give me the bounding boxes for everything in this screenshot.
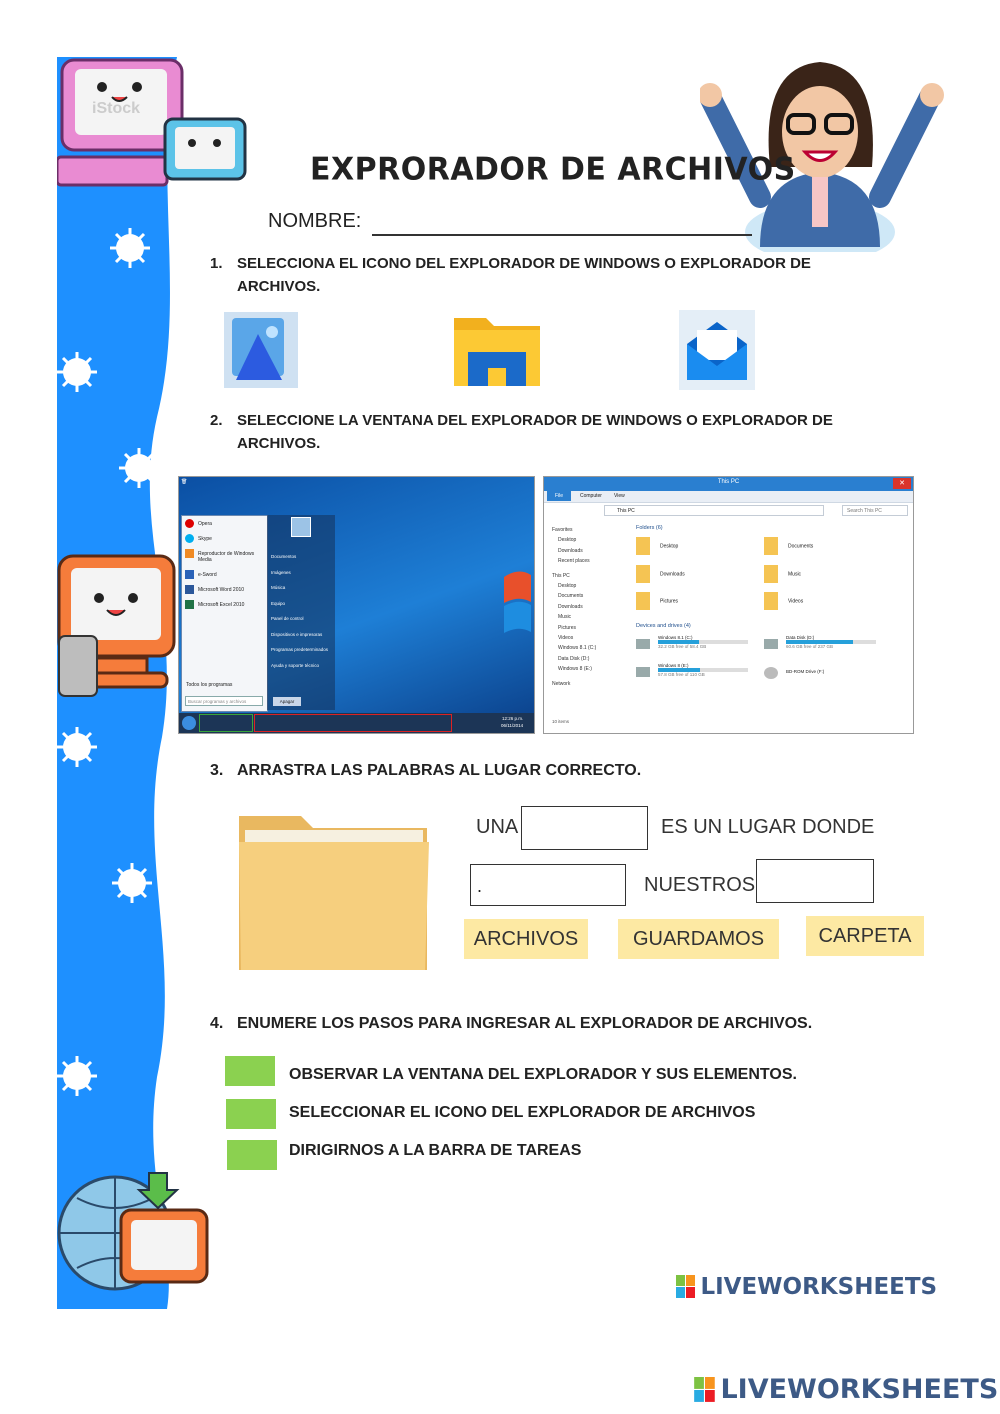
start-menu-item[interactable]: e-Sword — [182, 567, 267, 582]
file-explorer-icon-option[interactable] — [452, 312, 542, 390]
title-bar — [544, 477, 913, 491]
start-menu-left-pane — [181, 515, 268, 712]
mail-icon — [679, 310, 755, 390]
start-right-item[interactable]: Música — [271, 585, 286, 590]
folder-item[interactable]: Pictures — [636, 592, 678, 610]
nav-item[interactable]: Music — [558, 614, 572, 621]
cartoon-computers-icon — [57, 57, 252, 192]
question-3: 3. ARRASTRA LAS PALABRAS AL LUGAR CORRECTO. — [210, 762, 642, 779]
step-text-3: DIRIGIRNOS A LA BARRA DE TAREAS — [289, 1142, 582, 1159]
explorer-window-screenshot-option[interactable] — [543, 476, 914, 734]
nav-item[interactable]: Desktop — [558, 537, 577, 544]
start-search-input[interactable]: Buscar programas y archivos — [185, 696, 263, 706]
liveworksheets-logo-icon — [676, 1275, 696, 1299]
folder-item[interactable]: Documents — [764, 537, 813, 555]
answer-blank-3[interactable] — [756, 859, 874, 903]
folder-illustration-icon — [237, 812, 431, 972]
answer-blank-2[interactable]: . — [470, 864, 626, 906]
nav-item[interactable]: Videos — [558, 635, 574, 642]
question-1: 1. SELECCIONA EL ICONO DEL EXPLORADOR DE WINDOWS O EXPLORADOR DE ARCHIVOS. — [210, 255, 811, 295]
nav-item[interactable]: Favorites — [552, 527, 573, 533]
drive-item[interactable]: BD-ROM Drive (F:) — [764, 669, 824, 674]
cartoon-computer-orange-icon — [57, 548, 182, 703]
close-icon[interactable]: ✕ — [893, 478, 911, 489]
name-field[interactable] — [372, 234, 752, 236]
folder-item[interactable]: Music — [764, 565, 801, 583]
folder-item[interactable]: Downloads — [636, 565, 685, 583]
start-menu-item[interactable]: Reproductor de Windows Media — [182, 546, 267, 567]
user-avatar — [291, 517, 311, 537]
drive-item[interactable]: Data Disk (D:) 60.6 GB free of 237 GB — [764, 635, 876, 649]
nav-item[interactable]: Desktop — [558, 583, 577, 590]
taskbar — [179, 713, 534, 733]
step-text-2: SELECCIONAR EL ICONO DEL EXPLORADOR DE ARCHIVOS — [289, 1104, 756, 1121]
mail-icon-option[interactable] — [679, 310, 757, 388]
watermark: iStock — [92, 100, 141, 117]
word-archivos[interactable]: ARCHIVOS — [464, 919, 588, 959]
liveworksheets-logo-footer: LIVEWORKSHEETS — [694, 1374, 998, 1405]
liveworksheets-logo-icon — [694, 1377, 716, 1403]
file-explorer-icon — [452, 312, 542, 388]
nav-item[interactable]: Windows 8 (E:) — [558, 666, 592, 673]
start-menu-item[interactable]: Skype — [182, 531, 267, 546]
nav-item[interactable]: Downloads — [558, 547, 583, 554]
search-input[interactable]: Search This PC — [842, 505, 908, 516]
word-carpeta[interactable]: CARPETA — [806, 916, 924, 956]
word-guardamos[interactable]: GUARDAMOS — [618, 919, 779, 959]
navigation-pane — [552, 525, 622, 689]
address-bar[interactable]: This PC — [604, 505, 824, 516]
start-menu-item[interactable]: Microsoft Word 2010 — [182, 582, 267, 597]
start-right-item[interactable]: Panel de control — [271, 616, 304, 621]
tab-computer[interactable]: Computer — [580, 493, 602, 499]
nav-item[interactable]: Data Disk (D:) — [558, 655, 590, 662]
start-right-item[interactable]: Dispositivos e impresoras — [271, 631, 323, 637]
taskbar-highlight-green — [199, 714, 253, 732]
start-menu-screenshot-option[interactable] — [178, 476, 535, 734]
start-right-item[interactable]: Ayuda y soporte técnico — [271, 662, 319, 668]
start-right-item[interactable]: Imágenes — [271, 569, 291, 575]
question-2: 2. SELECCIONE LA VENTANA DEL EXPLORADOR DE WINDOWS O EXPLORADOR DE ARCHIVOS. — [210, 412, 833, 452]
clock: 12:26 p.m. 06/11/2014 — [501, 716, 524, 728]
nav-item[interactable]: Windows 8.1 (C:) — [558, 645, 597, 652]
page-title: EXPRORADOR DE ARCHIVOS — [310, 151, 796, 188]
start-right-item[interactable]: Documentos — [271, 554, 297, 559]
all-programs-item[interactable]: Todos los programas — [186, 682, 233, 688]
question-4: 4. ENUMERE LOS PASOS PARA INGRESAR AL EXPLORADOR DE ARCHIVOS. — [210, 1015, 813, 1032]
folder-item[interactable]: Desktop — [636, 537, 678, 555]
folders-header: Folders (6) — [636, 525, 663, 531]
nav-item[interactable]: Recent places — [558, 558, 590, 565]
ribbon-tabs — [544, 491, 913, 503]
step-text-1: OBSERVAR LA VENTANA DEL EXPLORADOR Y SUS ELEMENTOS. — [289, 1066, 797, 1083]
sentence-nuestros: NUESTROS — [644, 874, 756, 896]
step-number-box-3[interactable] — [227, 1140, 277, 1170]
drives-header: Devices and drives (4) — [636, 623, 691, 629]
sentence-es-un-lugar: ES UN LUGAR DONDE — [661, 816, 875, 838]
windows-logo-icon — [499, 557, 535, 647]
cartoon-globe-computer-icon — [57, 1168, 212, 1310]
shutdown-button[interactable]: Apagar — [273, 697, 301, 706]
nav-item[interactable]: Downloads — [558, 603, 583, 610]
drive-item[interactable]: Windows 8 (E:) 57.8 GB free of 110 GB — [636, 663, 748, 677]
drive-item[interactable]: Windows 8.1 (C:) 32.2 GB free of 58.4 GB — [636, 635, 748, 649]
start-button[interactable] — [182, 716, 196, 730]
photos-icon — [222, 310, 300, 390]
start-menu-item[interactable]: Microsoft Excel 2010 — [182, 597, 267, 612]
name-label: NOMBRE: — [268, 210, 362, 232]
start-right-item[interactable]: Equipo — [271, 600, 286, 606]
nav-item[interactable]: Pictures — [558, 624, 577, 631]
nav-item[interactable]: This PC — [552, 572, 570, 579]
step-number-box-1[interactable] — [225, 1056, 275, 1086]
step-number-box-2[interactable] — [226, 1099, 276, 1129]
start-menu-right-pane — [267, 515, 335, 710]
answer-blank-1[interactable] — [521, 806, 648, 850]
folder-item[interactable]: Videos — [764, 592, 803, 610]
window-title: This PC — [717, 479, 740, 485]
start-right-item[interactable]: Programas predeterminados — [271, 647, 329, 652]
photos-icon-option[interactable] — [222, 310, 300, 388]
sentence-una: UNA — [476, 816, 519, 838]
liveworksheets-logo: LIVEWORKSHEETS — [676, 1274, 937, 1300]
taskbar-highlight-red — [254, 714, 452, 732]
start-menu-item[interactable]: Opera — [182, 516, 267, 531]
status-bar: 10 items — [552, 719, 570, 724]
nav-item[interactable]: Network — [552, 680, 571, 687]
tab-file[interactable]: File — [547, 491, 571, 501]
recycle-bin-icon[interactable]: 🗑 — [181, 479, 188, 485]
nav-item[interactable]: Documents — [558, 593, 584, 600]
tab-view[interactable]: View — [614, 493, 625, 499]
